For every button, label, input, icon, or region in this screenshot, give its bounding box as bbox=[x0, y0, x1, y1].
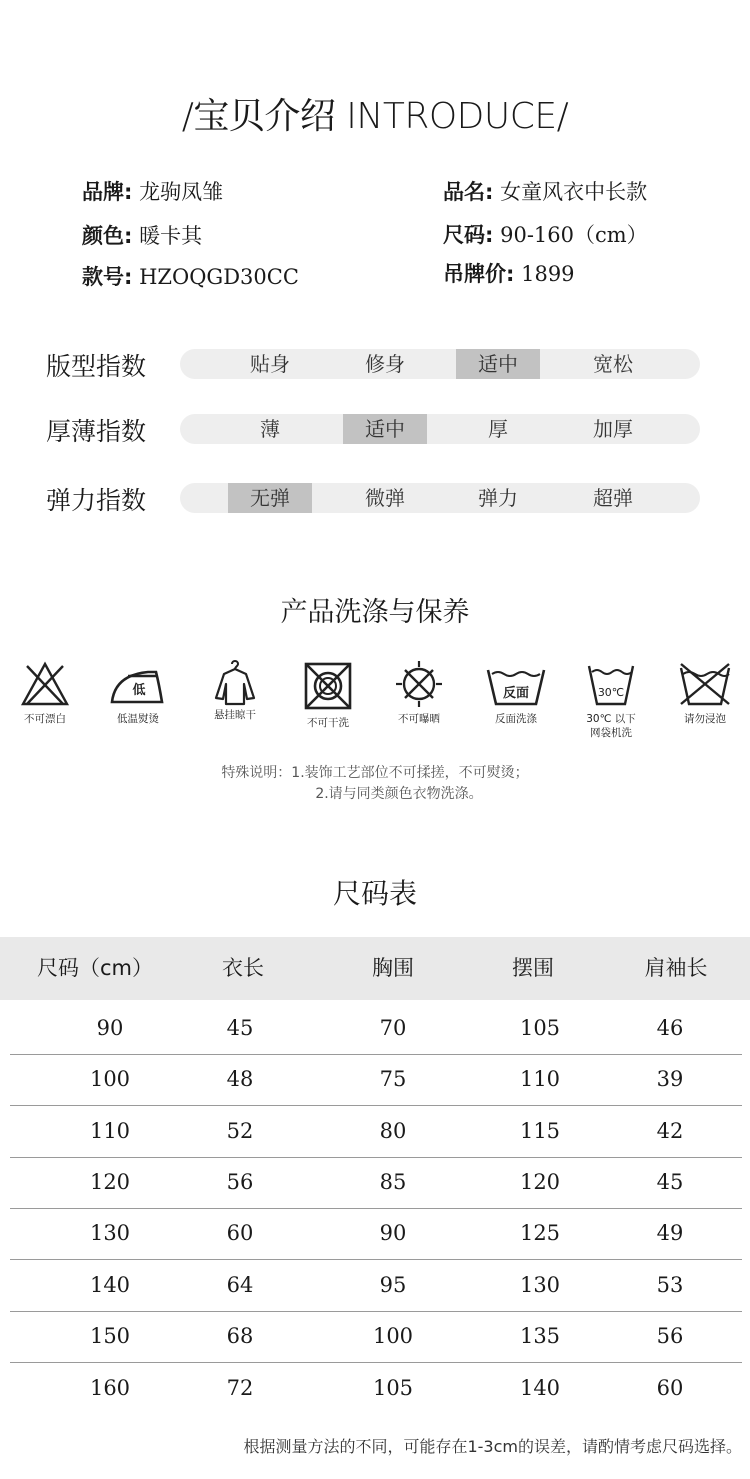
table-cell: 130 bbox=[89, 1221, 131, 1245]
table-cell: 80 bbox=[379, 1119, 407, 1143]
care-label: 低温熨烫 bbox=[117, 713, 159, 725]
style-label: 款号: bbox=[82, 265, 133, 289]
table-cell: 70 bbox=[379, 1016, 407, 1040]
table-cell: 56 bbox=[226, 1170, 254, 1194]
size-label: 尺码: bbox=[443, 223, 494, 247]
index-option: 修身 bbox=[365, 352, 405, 376]
info-price bbox=[443, 258, 575, 288]
table-cell: 105 bbox=[372, 1376, 414, 1400]
table-cell: 52 bbox=[226, 1119, 254, 1143]
index-scale bbox=[180, 414, 700, 444]
color-value: 暖卡其 bbox=[139, 224, 203, 248]
table-cell: 110 bbox=[519, 1067, 561, 1091]
care-label: 反面洗涤 bbox=[495, 713, 537, 725]
care-label: 悬挂晾干 bbox=[214, 709, 256, 721]
care-note-line2: 2.请与同类颜色衣物洗涤。 bbox=[315, 786, 483, 802]
index-option: 微弹 bbox=[365, 486, 405, 510]
care-label: 不可曝晒 bbox=[398, 713, 440, 725]
table-cell: 115 bbox=[519, 1119, 561, 1143]
price-value: 1899 bbox=[521, 262, 575, 286]
no-soak-icon bbox=[677, 660, 733, 708]
wash-icon-text: 反面 bbox=[502, 686, 530, 701]
index-scale bbox=[180, 349, 700, 379]
care-item-no-dry-clean bbox=[283, 660, 373, 730]
index-option-selected: 无弹 bbox=[228, 483, 312, 513]
table-row bbox=[10, 1054, 742, 1106]
table-cell: 39 bbox=[656, 1067, 684, 1091]
name-label: 品名: bbox=[443, 180, 494, 204]
price-label: 吊牌价: bbox=[443, 262, 515, 286]
table-cell: 130 bbox=[519, 1273, 561, 1297]
table-row bbox=[10, 1362, 742, 1414]
table-cell: 60 bbox=[226, 1221, 254, 1245]
hang-dry-icon bbox=[210, 656, 260, 708]
table-cell: 105 bbox=[519, 1016, 561, 1040]
size-table-title: 尺码表 bbox=[332, 877, 417, 910]
care-item-no-bleach bbox=[0, 660, 90, 726]
care-item-no-sun bbox=[374, 660, 464, 726]
index-option: 厚 bbox=[488, 417, 508, 441]
info-name bbox=[443, 176, 647, 206]
table-row bbox=[10, 1157, 742, 1209]
iron-icon-text: 低 bbox=[132, 683, 146, 698]
index-scale bbox=[180, 483, 700, 513]
machine-wash-30-icon bbox=[585, 660, 637, 708]
no-dry-clean-icon bbox=[302, 660, 354, 712]
table-cell: 46 bbox=[656, 1016, 684, 1040]
care-title: 产品洗涤与保养 bbox=[280, 597, 470, 628]
care-item-machine-wash bbox=[566, 660, 656, 740]
table-cell: 45 bbox=[226, 1016, 254, 1040]
table-cell: 100 bbox=[372, 1324, 414, 1348]
index-label: 厚薄指数 bbox=[46, 417, 147, 446]
table-cell: 90 bbox=[379, 1221, 407, 1245]
brand-label: 品牌: bbox=[82, 180, 133, 204]
table-cell: 140 bbox=[89, 1273, 131, 1297]
care-item-inside-out bbox=[471, 662, 561, 726]
header-hem: 摆围 bbox=[512, 956, 554, 980]
no-sun-dry-icon bbox=[393, 660, 445, 708]
table-cell: 48 bbox=[226, 1067, 254, 1091]
table-cell: 110 bbox=[89, 1119, 131, 1143]
no-bleach-icon bbox=[19, 660, 71, 708]
header-shoulder-sleeve: 肩袖长 bbox=[644, 956, 708, 980]
brand-value: 龙驹凤雏 bbox=[139, 180, 224, 204]
index-option: 薄 bbox=[260, 417, 280, 441]
care-item-no-soak bbox=[660, 660, 750, 726]
table-cell: 90 bbox=[96, 1016, 124, 1040]
care-label: 请勿浸泡 bbox=[684, 713, 726, 725]
name-value: 女童风衣中长款 bbox=[500, 180, 648, 204]
table-cell: 120 bbox=[519, 1170, 561, 1194]
table-cell: 135 bbox=[519, 1324, 561, 1348]
index-option: 弹力 bbox=[478, 486, 518, 510]
index-option: 超弹 bbox=[593, 486, 633, 510]
care-label: 不可漂白 bbox=[24, 713, 66, 725]
machine-wash-icon-text: 30℃ bbox=[597, 686, 625, 699]
table-cell: 53 bbox=[656, 1273, 684, 1297]
care-note-line1: 特殊说明：1.装饰工艺部位不可揉搓，不可熨烫； bbox=[221, 765, 529, 781]
low-temp-iron-icon bbox=[106, 660, 170, 708]
table-cell: 100 bbox=[89, 1067, 131, 1091]
info-color bbox=[82, 220, 202, 250]
table-cell: 49 bbox=[656, 1221, 684, 1245]
care-label-2: 网袋机洗 bbox=[590, 727, 632, 739]
info-brand bbox=[82, 176, 223, 206]
table-cell: 45 bbox=[656, 1170, 684, 1194]
index-option-selected: 适中 bbox=[343, 414, 427, 444]
table-cell: 140 bbox=[519, 1376, 561, 1400]
index-label: 版型指数 bbox=[46, 352, 147, 381]
care-label: 30℃ 以下 bbox=[586, 713, 636, 725]
index-option-selected: 适中 bbox=[456, 349, 540, 379]
table-row bbox=[10, 1311, 742, 1363]
wash-inside-out-icon bbox=[484, 662, 548, 708]
info-style bbox=[82, 261, 299, 291]
table-cell: 120 bbox=[89, 1170, 131, 1194]
info-size bbox=[443, 219, 648, 249]
table-cell: 95 bbox=[379, 1273, 407, 1297]
care-item-low-iron bbox=[93, 660, 183, 726]
index-option: 贴身 bbox=[250, 352, 290, 376]
header-size: 尺码（cm） bbox=[36, 956, 153, 980]
table-cell: 125 bbox=[519, 1221, 561, 1245]
table-cell: 68 bbox=[226, 1324, 254, 1348]
index-label: 弹力指数 bbox=[46, 486, 147, 515]
table-row bbox=[10, 1259, 742, 1312]
table-cell: 150 bbox=[89, 1324, 131, 1348]
table-row bbox=[10, 1208, 742, 1260]
table-cell: 160 bbox=[89, 1376, 131, 1400]
index-option: 宽松 bbox=[593, 352, 633, 376]
table-cell: 56 bbox=[656, 1324, 684, 1348]
header-chest: 胸围 bbox=[372, 956, 414, 980]
size-table-footnote: 根据测量方法的不同，可能存在1-3cm的误差，请酌情考虑尺码选择。 bbox=[243, 1437, 742, 1456]
size-value: 90-160（cm） bbox=[500, 223, 648, 247]
style-value: HZOQGD30CC bbox=[139, 265, 299, 289]
header-length: 衣长 bbox=[222, 956, 264, 980]
care-item-hang-dry bbox=[190, 656, 280, 722]
care-label: 不可干洗 bbox=[307, 717, 349, 729]
table-cell: 42 bbox=[656, 1119, 684, 1143]
table-cell: 72 bbox=[226, 1376, 254, 1400]
table-cell: 85 bbox=[379, 1170, 407, 1194]
index-option: 加厚 bbox=[593, 417, 633, 441]
table-cell: 75 bbox=[379, 1067, 407, 1091]
table-row bbox=[10, 1105, 742, 1158]
size-table-header bbox=[0, 937, 750, 1000]
color-label: 颜色: bbox=[82, 224, 133, 248]
table-cell: 60 bbox=[656, 1376, 684, 1400]
page-title: /宝贝介绍 INTRODUCE/ bbox=[181, 96, 569, 137]
table-cell: 64 bbox=[226, 1273, 254, 1297]
table-row bbox=[10, 1003, 742, 1055]
